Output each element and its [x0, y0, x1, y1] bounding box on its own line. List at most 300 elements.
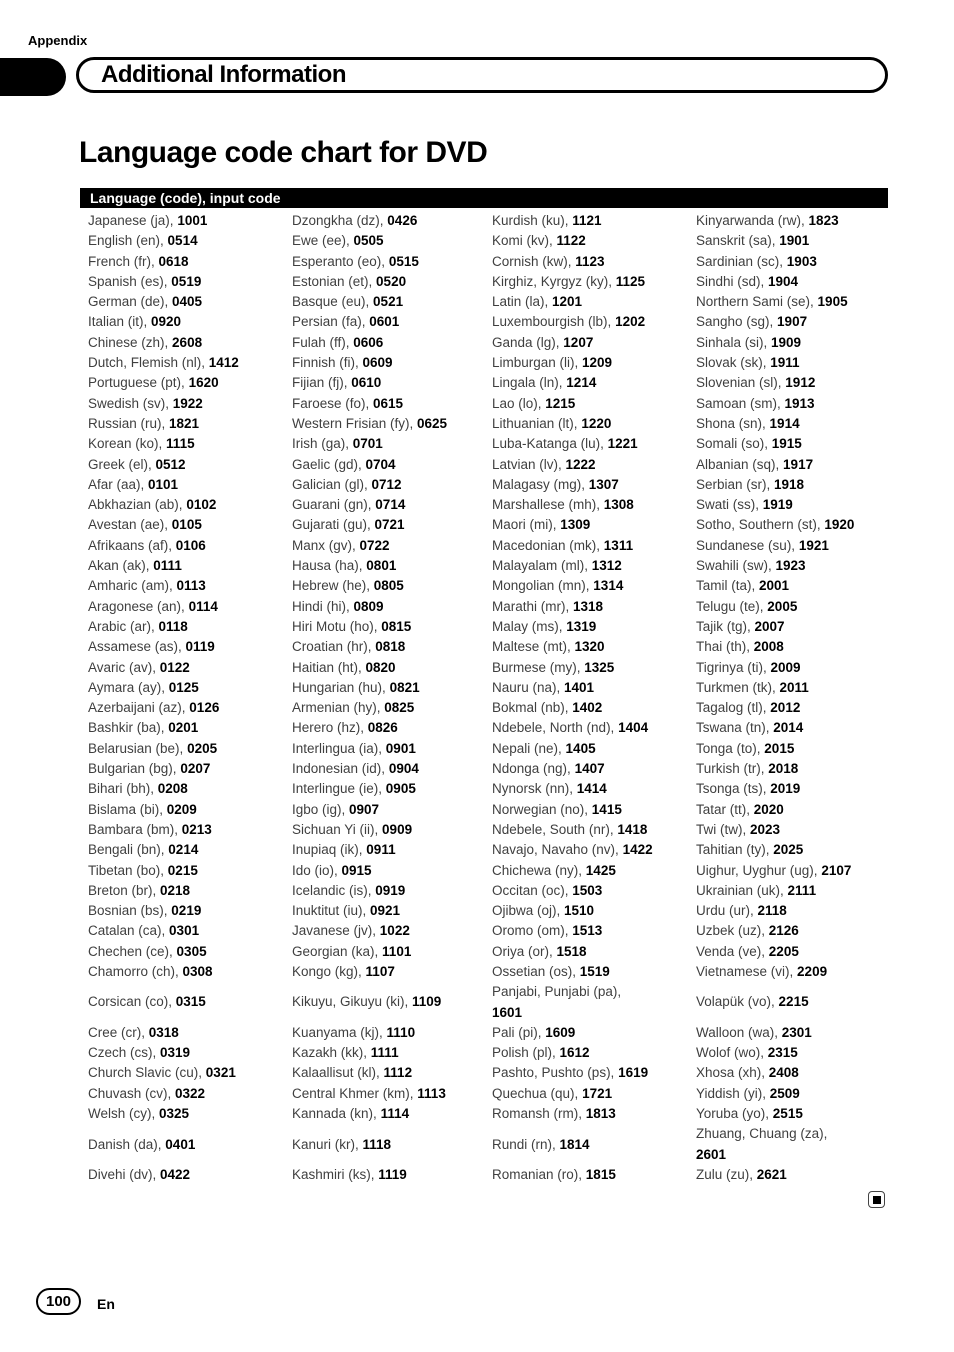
input-code: 2205: [768, 943, 799, 959]
language-entry: [284, 921, 484, 941]
input-code: 0321: [205, 1065, 236, 1081]
input-code: 1601: [492, 1004, 523, 1020]
language-name: Tibetan (bo),: [88, 862, 168, 878]
input-code: 0801: [366, 558, 397, 574]
input-code: 1912: [785, 375, 816, 391]
language-name: Kanuri (kr),: [292, 1136, 363, 1152]
input-code: 0101: [148, 476, 179, 492]
language-entry: [688, 921, 888, 941]
input-code: 1318: [573, 598, 604, 614]
input-code: 2107: [821, 862, 852, 878]
language-entry: [484, 718, 688, 738]
input-code: 1125: [615, 273, 646, 289]
language-entry: [484, 658, 688, 678]
input-code: 1314: [593, 578, 624, 594]
language-name: Sangho (sg),: [696, 314, 778, 330]
input-code: 2126: [768, 923, 799, 939]
language-entry: [484, 739, 688, 759]
language-entry: [484, 353, 688, 373]
language-entry: [688, 373, 888, 393]
input-code: 0305: [176, 943, 207, 959]
input-code: 1320: [574, 639, 605, 655]
language-entry: [484, 252, 688, 272]
language-entry: [80, 1135, 284, 1155]
language-entry: [484, 1165, 688, 1185]
language-entry: [80, 901, 284, 921]
input-code: 2408: [768, 1065, 799, 1081]
input-code: 0401: [165, 1136, 196, 1152]
language-entry: [484, 597, 688, 617]
language-entry: [688, 556, 888, 576]
language-entry: [284, 211, 484, 231]
language-name: Cree (cr),: [88, 1024, 149, 1040]
language-name: Bambara (bm),: [88, 821, 182, 837]
input-code: 0319: [160, 1045, 191, 1061]
language-entry: [80, 211, 284, 231]
page-title: Language code chart for DVD: [79, 136, 488, 169]
language-name: Manx (gv),: [292, 537, 360, 553]
input-code: 1113: [417, 1085, 446, 1101]
language-name: Sichuan Yi (ii),: [292, 821, 383, 837]
input-code: 1620: [188, 375, 219, 391]
language-entry: [284, 252, 484, 272]
language-name: Spanish (es),: [88, 273, 172, 289]
language-entry: [688, 1084, 888, 1104]
input-code: 2011: [779, 679, 809, 695]
input-code: 0426: [387, 213, 418, 228]
input-code: 1308: [603, 497, 634, 513]
language-entry: [80, 698, 284, 718]
language-entry: [688, 698, 888, 718]
language-name: Irish (ga),: [292, 436, 353, 452]
input-code: 0214: [168, 842, 199, 858]
input-code: 2209: [797, 963, 828, 979]
language-name: Slovenian (sl),: [696, 375, 786, 391]
language-entry: [284, 597, 484, 617]
language-entry: [80, 272, 284, 292]
language-name: Romanian (ro),: [492, 1166, 586, 1182]
language-name: Yoruba (yo),: [696, 1106, 773, 1122]
input-code: 0514: [167, 233, 198, 249]
language-entry: [688, 434, 888, 454]
input-code: 0422: [160, 1166, 191, 1182]
input-code: 2301: [781, 1024, 812, 1040]
language-entry: [80, 637, 284, 657]
input-code: 1202: [615, 314, 646, 330]
language-name: Mongolian (mn),: [492, 578, 594, 594]
language-entry: [484, 1023, 688, 1043]
input-code: 1001: [177, 213, 208, 228]
language-entry: [484, 921, 688, 941]
language-name: Kongo (kg),: [292, 963, 366, 979]
language-name: Tajik (tg),: [696, 618, 755, 634]
input-code: 0405: [172, 294, 203, 310]
language-entry: [484, 312, 688, 332]
input-code: 0512: [155, 456, 186, 472]
language-name: Kikuyu, Gikuyu (ki),: [292, 994, 413, 1010]
input-code: 1923: [775, 558, 806, 574]
input-code: 0119: [185, 639, 215, 655]
input-code: 1119: [378, 1166, 407, 1182]
language-name: Bokmal (nb),: [492, 700, 573, 716]
language-entry: [688, 312, 888, 332]
language-name: Armenian (hy),: [292, 700, 385, 716]
input-code: 0625: [417, 415, 448, 431]
input-code: 1903: [786, 253, 817, 269]
language-name: Inupiaq (ik),: [292, 842, 367, 858]
input-code: 2515: [772, 1106, 803, 1122]
language-entry: [80, 718, 284, 738]
language-name: Romansh (rm),: [492, 1106, 586, 1122]
language-name: Albanian (sq),: [696, 456, 784, 472]
language-name: Hausa (ha),: [292, 558, 367, 574]
language-name: Assamese (as),: [88, 639, 186, 655]
language-entry: [484, 759, 688, 779]
language-entry: [80, 292, 284, 312]
language-name: Akan (ak),: [88, 558, 154, 574]
language-entry: [284, 394, 484, 414]
input-code: 0126: [189, 700, 220, 716]
language-entry: [688, 475, 888, 495]
input-code: 1922: [172, 395, 203, 411]
input-code: 0519: [171, 273, 202, 289]
language-name: Northern Sami (se),: [696, 294, 818, 310]
language-entry: [80, 779, 284, 799]
language-name: Oriya (or),: [492, 943, 557, 959]
input-code: 0909: [382, 821, 413, 837]
language-name: Chinese (zh),: [88, 334, 173, 350]
input-code: 0209: [166, 801, 197, 817]
language-name: Bihari (bh),: [88, 781, 158, 797]
language-entry: [80, 231, 284, 251]
language-name: Burmese (my),: [492, 659, 585, 675]
language-entry: [484, 292, 688, 312]
language-entry: [80, 536, 284, 556]
language-entry: [484, 231, 688, 251]
language-entry: [484, 1063, 688, 1083]
input-code: 1519: [579, 963, 610, 979]
language-name: Latin (la),: [492, 294, 553, 310]
input-code: 0111: [153, 558, 182, 574]
language-entry: [688, 962, 888, 982]
language-entry: [688, 1063, 888, 1083]
input-code: 2608: [172, 334, 203, 350]
input-code: 0609: [362, 355, 393, 371]
language-grid: [80, 211, 888, 1185]
input-code: 1405: [565, 740, 596, 756]
section-title: Additional Information: [101, 61, 346, 88]
language-entry: [80, 597, 284, 617]
language-entry: [688, 992, 888, 1012]
language-entry: [484, 576, 688, 596]
language-entry: [284, 840, 484, 860]
input-code: 2315: [767, 1045, 798, 1061]
input-code: 1415: [591, 801, 622, 817]
language-entry: [484, 678, 688, 698]
input-code: 0102: [186, 497, 217, 513]
language-name: Ojibwa (oj),: [492, 903, 565, 919]
input-code: 1307: [588, 476, 619, 492]
input-code: 0106: [175, 537, 206, 553]
input-code: 1911: [770, 355, 800, 371]
language-entry: [688, 637, 888, 657]
input-code: 2025: [773, 842, 804, 858]
language-entry: [80, 759, 284, 779]
language-name: Dutch, Flemish (nl),: [88, 355, 209, 371]
language-entry: [688, 394, 888, 414]
language-name: Chechen (ce),: [88, 943, 177, 959]
language-entry: [284, 312, 484, 332]
input-code: 0219: [171, 903, 202, 919]
input-code: 0714: [375, 497, 406, 513]
language-entry: [284, 901, 484, 921]
language-entry: [484, 1135, 688, 1155]
input-code: 0618: [158, 253, 189, 269]
language-name: Swedish (sv),: [88, 395, 173, 411]
language-entry: [284, 536, 484, 556]
input-code: 0118: [158, 618, 188, 634]
input-code: 1920: [824, 517, 855, 533]
language-entry: [284, 617, 484, 637]
language-entry: [284, 1165, 484, 1185]
language-name: Latvian (lv),: [492, 456, 566, 472]
input-code: 1401: [564, 679, 595, 695]
language-entry: [688, 414, 888, 434]
language-name: Tatar (tt),: [696, 801, 754, 817]
language-entry: [484, 617, 688, 637]
language-name: Galician (gl),: [292, 476, 372, 492]
language-entry: [484, 414, 688, 434]
language-entry: [484, 881, 688, 901]
input-code: 0520: [376, 273, 407, 289]
language-name: Kalaallisut (kl),: [292, 1065, 384, 1081]
language-name: Ido (io),: [292, 862, 342, 878]
language-entry: [484, 1104, 688, 1124]
input-code: 0818: [375, 639, 406, 655]
language-name: Slovak (sk),: [696, 355, 771, 371]
language-entry: [484, 272, 688, 292]
language-entry: [284, 992, 484, 1012]
input-code: 0122: [159, 659, 190, 675]
language-entry: [80, 840, 284, 860]
input-code: 2005: [767, 598, 798, 614]
language-name: Kinyarwanda (rw),: [696, 213, 809, 228]
language-name: Ukrainian (uk),: [696, 882, 788, 898]
language-name: Nepali (ne),: [492, 740, 566, 756]
input-code: 0915: [341, 862, 372, 878]
input-code: 2014: [773, 720, 804, 736]
language-name: Malayalam (ml),: [492, 558, 592, 574]
language-entry: [80, 800, 284, 820]
language-name: Chuvash (cv),: [88, 1085, 176, 1101]
language-name: Ganda (lg),: [492, 334, 564, 350]
input-code: 1821: [169, 415, 200, 431]
input-code: 0919: [375, 882, 406, 898]
language-entry: [80, 434, 284, 454]
input-code: 1913: [784, 395, 815, 411]
input-code: 1813: [585, 1106, 616, 1122]
language-name: Arabic (ar),: [88, 618, 159, 634]
language-entry: [688, 1043, 888, 1063]
language-name: Afrikaans (af),: [88, 537, 176, 553]
language-name: Japanese (ja),: [88, 213, 178, 228]
language-entry: [80, 962, 284, 982]
language-entry: [688, 678, 888, 698]
language-name: Nauru (na),: [492, 679, 565, 695]
language-entry: [688, 252, 888, 272]
language-entry: [80, 658, 284, 678]
language-name: Marshallese (mh),: [492, 497, 604, 513]
language-name: Kurdish (ku),: [492, 213, 573, 228]
language-entry: [284, 698, 484, 718]
language-entry: [484, 373, 688, 393]
language-name: Interlingua (ia),: [292, 740, 386, 756]
input-code: 1115: [166, 436, 195, 452]
input-code: 1107: [365, 963, 395, 979]
language-name: Sardinian (sc),: [696, 253, 787, 269]
language-name: Amharic (am),: [88, 578, 177, 594]
language-entry: [284, 678, 484, 698]
input-code: 0113: [176, 578, 206, 594]
input-code: 2012: [770, 700, 801, 716]
input-code: 0921: [370, 903, 401, 919]
language-name: Dzongkha (dz),: [292, 213, 388, 228]
language-name: Russian (ru),: [88, 415, 170, 431]
language-entry: [284, 1043, 484, 1063]
input-code: 0820: [365, 659, 396, 675]
language-entry: [284, 475, 484, 495]
language-name: Kuanyama (kj),: [292, 1024, 387, 1040]
input-code: 0521: [373, 294, 404, 310]
language-name: Kannada (kn),: [292, 1106, 381, 1122]
language-badge: En: [97, 1296, 115, 1312]
language-entry: [80, 739, 284, 759]
input-code: 0920: [151, 314, 182, 330]
language-name: Somali (so),: [696, 436, 772, 452]
language-entry: [284, 495, 484, 515]
language-name: Bashkir (ba),: [88, 720, 169, 736]
language-name: Panjabi, Punjabi (pa),: [492, 984, 622, 1000]
input-code: 2023: [750, 821, 781, 837]
input-code: 1407: [574, 761, 605, 777]
language-name: Indonesian (id),: [292, 761, 389, 777]
language-name: Ewe (ee),: [292, 233, 354, 249]
language-name: Shona (sn),: [696, 415, 770, 431]
language-entry: [688, 353, 888, 373]
language-name: Yiddish (yi),: [696, 1085, 770, 1101]
input-code: 0505: [353, 233, 384, 249]
input-code: 1917: [783, 456, 814, 472]
language-name: Sindhi (sd),: [696, 273, 769, 289]
input-code: 1325: [584, 659, 615, 675]
input-code: 0322: [175, 1085, 206, 1101]
input-code: 0905: [385, 781, 416, 797]
input-code: 0610: [351, 375, 382, 391]
language-entry: [80, 333, 284, 353]
language-name: Belarusian (be),: [88, 740, 188, 756]
language-name: Maori (mi),: [492, 517, 561, 533]
language-name: Turkish (tr),: [696, 761, 769, 777]
input-code: 1901: [779, 233, 810, 249]
input-code: 0208: [157, 781, 188, 797]
language-name: Georgian (ka),: [292, 943, 383, 959]
input-code: 0821: [389, 679, 420, 695]
input-code: 1823: [808, 213, 839, 228]
input-code: 1121: [572, 213, 602, 228]
input-code: 1414: [576, 781, 607, 797]
input-code: 0825: [384, 700, 415, 716]
language-entry: [284, 1063, 484, 1083]
input-code: 1123: [575, 253, 605, 269]
language-name: Gujarati (gu),: [292, 517, 375, 533]
language-name: Pali (pi),: [492, 1024, 546, 1040]
language-name: Uighur, Uyghur (ug),: [696, 862, 822, 878]
language-name: Welsh (cy),: [88, 1106, 160, 1122]
language-name: Greek (el),: [88, 456, 156, 472]
input-code: 1111: [370, 1045, 399, 1061]
language-entry: [688, 272, 888, 292]
language-entry: [80, 1165, 284, 1185]
language-entry: [80, 617, 284, 637]
language-entry: [284, 434, 484, 454]
language-entry: [80, 820, 284, 840]
language-name: Central Khmer (km),: [292, 1085, 418, 1101]
language-name: Luxembourgish (lb),: [492, 314, 616, 330]
language-entry: [484, 455, 688, 475]
language-entry: [80, 475, 284, 495]
input-code: 0301: [169, 923, 200, 939]
input-code: 0215: [167, 862, 198, 878]
language-name: Cornish (kw),: [492, 253, 576, 269]
language-entry: [80, 353, 284, 373]
language-name: Interlingue (ie),: [292, 781, 386, 797]
language-name: Persian (fa),: [292, 314, 370, 330]
language-name: Lithuanian (lt),: [492, 415, 582, 431]
language-name: Wolof (wo),: [696, 1045, 768, 1061]
input-code: 1114: [380, 1106, 410, 1122]
input-code: 2020: [753, 801, 784, 817]
language-entry: [688, 881, 888, 901]
language-name: Polish (pl),: [492, 1045, 560, 1061]
language-name: Lingala (ln),: [492, 375, 567, 391]
input-code: 0308: [182, 963, 213, 979]
language-entry: [284, 1023, 484, 1043]
section-header: [76, 57, 888, 93]
language-name: Igbo (ig),: [292, 801, 350, 817]
input-code: 1909: [771, 334, 802, 350]
input-code: 0105: [171, 517, 202, 533]
input-code: 1215: [545, 395, 576, 411]
language-name: Croatian (hr),: [292, 639, 376, 655]
language-name: Komi (kv),: [492, 233, 557, 249]
language-name: Afar (aa),: [88, 476, 149, 492]
input-code: 0218: [160, 882, 191, 898]
language-name: Gaelic (gd),: [292, 456, 366, 472]
language-entry: [688, 840, 888, 860]
language-name: Esperanto (eo),: [292, 253, 389, 269]
language-entry: [688, 1124, 888, 1165]
input-code: 0205: [187, 740, 218, 756]
input-code: 1815: [585, 1166, 616, 1182]
language-entry: [284, 739, 484, 759]
language-name: Aymara (ay),: [88, 679, 169, 695]
input-code: 1404: [618, 720, 649, 736]
language-name: Kashmiri (ks),: [292, 1166, 379, 1182]
language-entry: [484, 901, 688, 921]
language-entry: [80, 1023, 284, 1043]
input-code: 0901: [385, 740, 416, 756]
language-name: Serbian (sr),: [696, 476, 775, 492]
